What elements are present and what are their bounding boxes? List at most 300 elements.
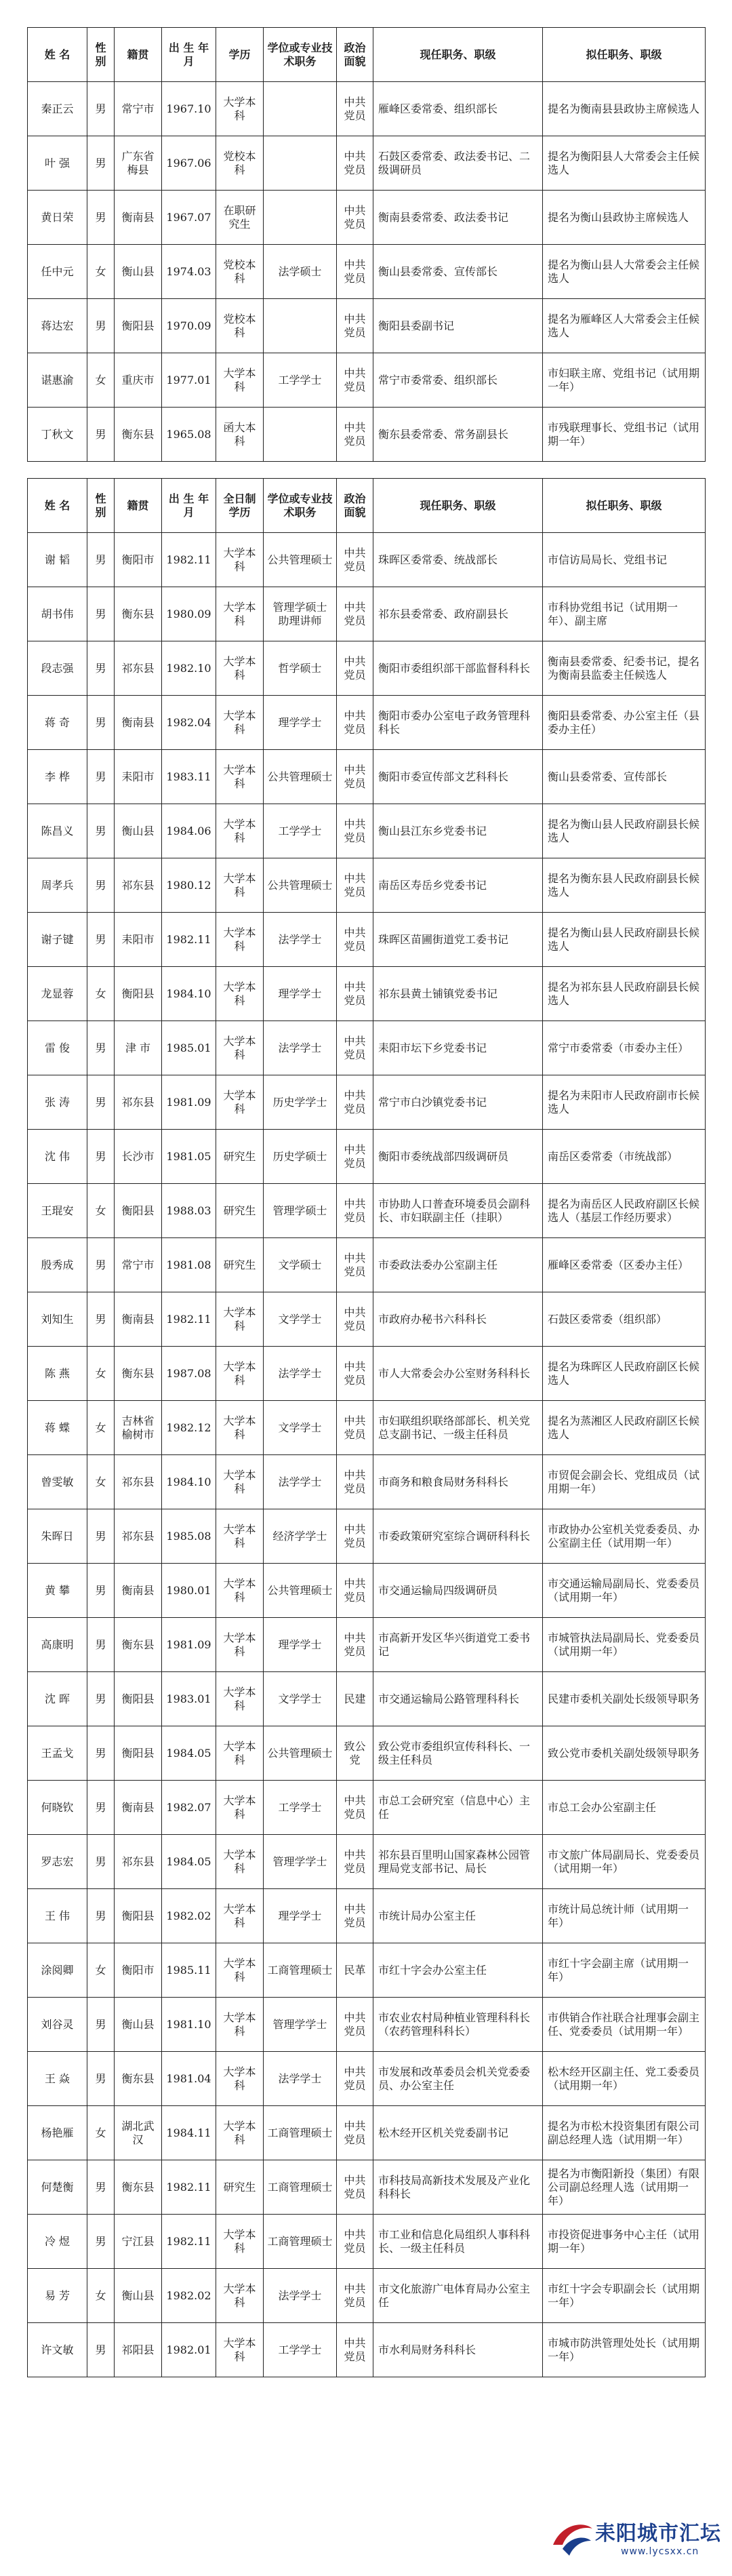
- political-cell: 中共党员: [337, 804, 373, 858]
- table-row: [28, 1618, 706, 1672]
- watermark-brand: 耒阳城市汇坛: [595, 2522, 721, 2545]
- header-current-post: 现任职务、职级: [373, 28, 543, 82]
- degree-cell: 理学学士: [264, 1618, 337, 1672]
- proposed-post-cell: 提名为衡阳县人大常委会主任候选人: [543, 136, 706, 191]
- current-post-cell: 市总工会研究室（信息中心）主任: [373, 1781, 543, 1835]
- birth-cell: 1982.07: [162, 1781, 216, 1835]
- political-cell: 中共党员: [337, 1130, 373, 1184]
- origin-cell: 衡南县: [115, 191, 162, 245]
- current-post-cell: 松木经开区机关党委副书记: [373, 2106, 543, 2160]
- degree-cell: 法学学士: [264, 1455, 337, 1509]
- origin-cell: 祁东县: [115, 641, 162, 696]
- gender-cell: 男: [87, 804, 115, 858]
- origin-cell: 衡阳市: [115, 1943, 162, 1998]
- gender-cell: 男: [87, 2323, 115, 2377]
- education-cell: 党校本科: [216, 245, 264, 299]
- name-cell: 蒋达宏: [28, 299, 87, 353]
- degree-cell: 工商管理硕士: [264, 2160, 337, 2215]
- birth-cell: 1967.06: [162, 136, 216, 191]
- table-1-header-row: [28, 28, 706, 82]
- birth-cell: 1980.09: [162, 587, 216, 641]
- degree-cell: 法学学士: [264, 1347, 337, 1401]
- gender-cell: 男: [87, 1618, 115, 1672]
- name-cell: 叶 强: [28, 136, 87, 191]
- current-post-cell: 衡南县委常委、政法委书记: [373, 191, 543, 245]
- education-cell: 大学本科: [216, 858, 264, 913]
- education-cell: 大学本科: [216, 2269, 264, 2323]
- political-cell: 中共党员: [337, 1347, 373, 1401]
- origin-cell: 宁江县: [115, 2215, 162, 2269]
- table-row: [28, 1509, 706, 1564]
- current-post-cell: 衡山县江东乡党委书记: [373, 804, 543, 858]
- education-cell: 大学本科: [216, 2323, 264, 2377]
- education-cell: 大学本科: [216, 1075, 264, 1130]
- origin-cell: 衡山县: [115, 245, 162, 299]
- political-cell: 中共党员: [337, 1021, 373, 1075]
- table-row: [28, 533, 706, 587]
- political-cell: 中共党员: [337, 641, 373, 696]
- education-cell: 大学本科: [216, 913, 264, 967]
- header-origin: 籍贯: [115, 28, 162, 82]
- origin-cell: 衡阳县: [115, 967, 162, 1021]
- birth-cell: 1970.09: [162, 299, 216, 353]
- proposed-post-cell: 市信访局局长、党组书记: [543, 533, 706, 587]
- table-row: [28, 1347, 706, 1401]
- gender-cell: 女: [87, 1401, 115, 1455]
- birth-cell: 1982.11: [162, 2215, 216, 2269]
- table-row: [28, 1021, 706, 1075]
- origin-cell: 衡东县: [115, 587, 162, 641]
- name-cell: 段志强: [28, 641, 87, 696]
- table-row: [28, 967, 706, 1021]
- name-cell: 何楚衡: [28, 2160, 87, 2215]
- table-row: [28, 696, 706, 750]
- proposed-post-cell: 衡阳县委常委、办公室主任（县委办主任）: [543, 696, 706, 750]
- proposed-post-cell: 提名为衡南县县政协主席候选人: [543, 82, 706, 136]
- education-cell: 大学本科: [216, 1726, 264, 1781]
- education-cell: 大学本科: [216, 696, 264, 750]
- gender-cell: 男: [87, 533, 115, 587]
- table-row: [28, 1835, 706, 1889]
- table-row: [28, 1726, 706, 1781]
- gender-cell: 男: [87, 696, 115, 750]
- birth-cell: 1974.03: [162, 245, 216, 299]
- political-cell: 中共党员: [337, 1075, 373, 1130]
- education-cell: 大学本科: [216, 1672, 264, 1726]
- origin-cell: 祁东县: [115, 1509, 162, 1564]
- education-cell: 大学本科: [216, 750, 264, 804]
- current-post-cell: 衡阳市委宣传部文艺科科长: [373, 750, 543, 804]
- current-post-cell: 市水利局财务科科长: [373, 2323, 543, 2377]
- gender-cell: 男: [87, 408, 115, 462]
- header-fulltime-education: 全日制学历: [216, 479, 264, 533]
- birth-cell: 1982.12: [162, 1401, 216, 1455]
- degree-cell: [264, 136, 337, 191]
- header-gender: 性别: [87, 479, 115, 533]
- political-cell: 中共党员: [337, 2052, 373, 2106]
- degree-cell: 工学学士: [264, 804, 337, 858]
- degree-cell: 哲学硕士: [264, 641, 337, 696]
- name-cell: 杨艳雁: [28, 2106, 87, 2160]
- name-cell: 丁秋文: [28, 408, 87, 462]
- birth-cell: 1981.08: [162, 1238, 216, 1292]
- education-cell: 大学本科: [216, 1781, 264, 1835]
- political-cell: 中共党员: [337, 1835, 373, 1889]
- table-row: [28, 2160, 706, 2215]
- proposed-post-cell: 提名为雁峰区人大常委会主任候选人: [543, 299, 706, 353]
- gender-cell: 女: [87, 1347, 115, 1401]
- current-post-cell: 市委政法委办公室副主任: [373, 1238, 543, 1292]
- gender-cell: 男: [87, 82, 115, 136]
- proposed-post-cell: 提名为耒阳市人民政府副市长候选人: [543, 1075, 706, 1130]
- name-cell: 蒋 蝶: [28, 1401, 87, 1455]
- proposed-post-cell: 市贸促会副会长、党组成员（试用期一年）: [543, 1455, 706, 1509]
- origin-cell: 长沙市: [115, 1130, 162, 1184]
- origin-cell: 衡阳县: [115, 1184, 162, 1238]
- birth-cell: 1982.11: [162, 1292, 216, 1347]
- birth-cell: 1981.05: [162, 1130, 216, 1184]
- degree-cell: 工学学士: [264, 1781, 337, 1835]
- table-row: [28, 408, 706, 462]
- gender-cell: 女: [87, 1455, 115, 1509]
- name-cell: 蒋 奇: [28, 696, 87, 750]
- current-post-cell: 常宁市委常委、组织部长: [373, 353, 543, 408]
- table-row: [28, 1401, 706, 1455]
- table-row: [28, 82, 706, 136]
- name-cell: 黄 攀: [28, 1564, 87, 1618]
- current-post-cell: 祁东县黄土铺镇党委书记: [373, 967, 543, 1021]
- appointment-table-1: [27, 27, 706, 462]
- political-cell: 民革: [337, 1943, 373, 1998]
- header-education: 学历: [216, 28, 264, 82]
- name-cell: 刘知生: [28, 1292, 87, 1347]
- table-row: [28, 1564, 706, 1618]
- proposed-post-cell: 民建市委机关副处长级领导职务: [543, 1672, 706, 1726]
- gender-cell: 男: [87, 641, 115, 696]
- education-cell: 大学本科: [216, 1835, 264, 1889]
- political-cell: 致公党: [337, 1726, 373, 1781]
- origin-cell: 衡南县: [115, 696, 162, 750]
- degree-cell: 法学学士: [264, 913, 337, 967]
- proposed-post-cell: 市交通运输局副局长、党委委员（试用期一年）: [543, 1564, 706, 1618]
- origin-cell: 衡阳县: [115, 1889, 162, 1943]
- origin-cell: 衡东县: [115, 1618, 162, 1672]
- political-cell: 中共党员: [337, 858, 373, 913]
- name-cell: 殷秀成: [28, 1238, 87, 1292]
- education-cell: 大学本科: [216, 1455, 264, 1509]
- name-cell: 曾雯敏: [28, 1455, 87, 1509]
- birth-cell: 1984.10: [162, 1455, 216, 1509]
- name-cell: 张 涛: [28, 1075, 87, 1130]
- political-cell: 中共党员: [337, 353, 373, 408]
- birth-cell: 1980.01: [162, 1564, 216, 1618]
- degree-cell: 管理学硕士: [264, 1184, 337, 1238]
- origin-cell: 衡阳县: [115, 299, 162, 353]
- origin-cell: 祁东县: [115, 1455, 162, 1509]
- proposed-post-cell: 提名为珠晖区人民政府副区长候选人: [543, 1347, 706, 1401]
- education-cell: 大学本科: [216, 1509, 264, 1564]
- degree-cell: 公共管理硕士: [264, 1726, 337, 1781]
- gender-cell: 男: [87, 1075, 115, 1130]
- gender-cell: 男: [87, 2052, 115, 2106]
- table-row: [28, 2269, 706, 2323]
- degree-cell: 理学学士: [264, 696, 337, 750]
- education-cell: 大学本科: [216, 1618, 264, 1672]
- degree-cell: 管理学硕士 助理讲师: [264, 587, 337, 641]
- name-cell: 谢子键: [28, 913, 87, 967]
- gender-cell: 男: [87, 750, 115, 804]
- political-cell: 中共党员: [337, 245, 373, 299]
- birth-cell: 1988.03: [162, 1184, 216, 1238]
- political-cell: 中共党员: [337, 750, 373, 804]
- origin-cell: 祁东县: [115, 1075, 162, 1130]
- proposed-post-cell: 提名为蒸湘区人民政府副区长候选人: [543, 1401, 706, 1455]
- proposed-post-cell: 石鼓区委常委（组织部）: [543, 1292, 706, 1347]
- header-origin: 籍贯: [115, 479, 162, 533]
- origin-cell: 津 市: [115, 1021, 162, 1075]
- origin-cell: 衡南县: [115, 1564, 162, 1618]
- table-row: [28, 804, 706, 858]
- origin-cell: 衡东县: [115, 2052, 162, 2106]
- degree-cell: 文学学士: [264, 1292, 337, 1347]
- political-cell: 中共党员: [337, 1184, 373, 1238]
- origin-cell: 吉林省榆树市: [115, 1401, 162, 1455]
- birth-cell: 1984.05: [162, 1835, 216, 1889]
- name-cell: 龙显蓉: [28, 967, 87, 1021]
- origin-cell: 衡南县: [115, 1292, 162, 1347]
- proposed-post-cell: 市红十字会副主席（试用期一年）: [543, 1943, 706, 1998]
- degree-cell: 管理学学士: [264, 1998, 337, 2052]
- birth-cell: 1977.01: [162, 353, 216, 408]
- birth-cell: 1985.01: [162, 1021, 216, 1075]
- gender-cell: 男: [87, 1021, 115, 1075]
- proposed-post-cell: 市总工会办公室副主任: [543, 1781, 706, 1835]
- current-post-cell: 石鼓区委常委、政法委书记、二级调研员: [373, 136, 543, 191]
- proposed-post-cell: 市残联理事长、党组书记（试用期一年）: [543, 408, 706, 462]
- degree-cell: 工学学士: [264, 2323, 337, 2377]
- birth-cell: 1982.04: [162, 696, 216, 750]
- education-cell: 研究生: [216, 1184, 264, 1238]
- gender-cell: 女: [87, 2269, 115, 2323]
- name-cell: 罗志宏: [28, 1835, 87, 1889]
- proposed-post-cell: 市红十字会专职副会长（试用期一年）: [543, 2269, 706, 2323]
- proposed-post-cell: 提名为市衡阳新投（集团）有限公司副总经理人选（试用期一年）: [543, 2160, 706, 2215]
- education-cell: 在职研究生: [216, 191, 264, 245]
- proposed-post-cell: 市城管执法局副局长、党委委员（试用期一年）: [543, 1618, 706, 1672]
- degree-cell: 管理学学士: [264, 1835, 337, 1889]
- header-gender: 性别: [87, 28, 115, 82]
- degree-cell: 法学学士: [264, 2269, 337, 2323]
- table-row: [28, 587, 706, 641]
- origin-cell: 祁东县: [115, 1835, 162, 1889]
- header-degree: 学位或专业技术职务: [264, 28, 337, 82]
- political-cell: 中共党员: [337, 533, 373, 587]
- birth-cell: 1985.11: [162, 1943, 216, 1998]
- birth-cell: 1985.08: [162, 1509, 216, 1564]
- political-cell: 中共党员: [337, 1509, 373, 1564]
- current-post-cell: 耒阳市坛下乡党委书记: [373, 1021, 543, 1075]
- header-proposed-post: 拟任职务、职级: [543, 479, 706, 533]
- gender-cell: 男: [87, 1998, 115, 2052]
- proposed-post-cell: 松木经开区副主任、党工委委员（试用期一年）: [543, 2052, 706, 2106]
- name-cell: 沈 伟: [28, 1130, 87, 1184]
- education-cell: 党校本科: [216, 136, 264, 191]
- current-post-cell: 雁峰区委常委、组织部长: [373, 82, 543, 136]
- origin-cell: 衡阳县: [115, 1672, 162, 1726]
- current-post-cell: 珠晖区委常委、统战部长: [373, 533, 543, 587]
- birth-cell: 1982.02: [162, 2269, 216, 2323]
- education-cell: 函大本科: [216, 408, 264, 462]
- gender-cell: 男: [87, 1292, 115, 1347]
- current-post-cell: 市发展和改革委员会机关党委委员、办公室主任: [373, 2052, 543, 2106]
- education-cell: 大学本科: [216, 804, 264, 858]
- current-post-cell: 衡山县委常委、宣传部长: [373, 245, 543, 299]
- current-post-cell: 常宁市白沙镇党委书记: [373, 1075, 543, 1130]
- degree-cell: 公共管理硕士: [264, 858, 337, 913]
- degree-cell: 历史学硕士: [264, 1130, 337, 1184]
- gender-cell: 男: [87, 136, 115, 191]
- gender-cell: 女: [87, 967, 115, 1021]
- origin-cell: 衡东县: [115, 2160, 162, 2215]
- table-gap: [27, 462, 705, 478]
- header-current-post: 现任职务、职级: [373, 479, 543, 533]
- name-cell: 沈 晖: [28, 1672, 87, 1726]
- political-cell: 中共党员: [337, 136, 373, 191]
- name-cell: 秦正云: [28, 82, 87, 136]
- name-cell: 王 焱: [28, 2052, 87, 2106]
- education-cell: 大学本科: [216, 1564, 264, 1618]
- degree-cell: 文学硕士: [264, 1238, 337, 1292]
- education-cell: 大学本科: [216, 1998, 264, 2052]
- gender-cell: 男: [87, 1726, 115, 1781]
- table-row: [28, 2106, 706, 2160]
- name-cell: 高康明: [28, 1618, 87, 1672]
- table-row: [28, 1075, 706, 1130]
- gender-cell: 男: [87, 913, 115, 967]
- gender-cell: 女: [87, 2106, 115, 2160]
- header-name: 姓 名: [28, 28, 87, 82]
- proposed-post-cell: 市城市防洪管理处处长（试用期一年）: [543, 2323, 706, 2377]
- birth-cell: 1981.09: [162, 1075, 216, 1130]
- education-cell: 大学本科: [216, 1401, 264, 1455]
- name-cell: 黄日荣: [28, 191, 87, 245]
- current-post-cell: 市妇联组织联络部部长、机关党总支副书记、一级主任科员: [373, 1401, 543, 1455]
- swoosh-logo-icon: [548, 2515, 596, 2564]
- table-row: [28, 1889, 706, 1943]
- name-cell: 谢 韬: [28, 533, 87, 587]
- proposed-post-cell: 提名为祁东县人民政府副县长候选人: [543, 967, 706, 1021]
- name-cell: 刘谷灵: [28, 1998, 87, 2052]
- name-cell: 周孝兵: [28, 858, 87, 913]
- gender-cell: 女: [87, 353, 115, 408]
- origin-cell: 广东省梅县: [115, 136, 162, 191]
- header-degree: 学位或专业技术职务: [264, 479, 337, 533]
- education-cell: 大学本科: [216, 2106, 264, 2160]
- degree-cell: 公共管理硕士: [264, 533, 337, 587]
- header-political: 政治面貌: [337, 28, 373, 82]
- current-post-cell: 市文化旅游广电体育局办公室主任: [373, 2269, 543, 2323]
- proposed-post-cell: 市妇联主席、党组书记（试用期一年）: [543, 353, 706, 408]
- birth-cell: 1982.10: [162, 641, 216, 696]
- birth-cell: 1982.02: [162, 1889, 216, 1943]
- name-cell: 冷 煜: [28, 2215, 87, 2269]
- degree-cell: 历史学学士: [264, 1075, 337, 1130]
- education-cell: 大学本科: [216, 587, 264, 641]
- current-post-cell: 市商务和粮食局财务科科长: [373, 1455, 543, 1509]
- origin-cell: 祁阳县: [115, 2323, 162, 2377]
- education-cell: 大学本科: [216, 82, 264, 136]
- education-cell: 大学本科: [216, 1889, 264, 1943]
- political-cell: 中共党员: [337, 967, 373, 1021]
- birth-cell: 1983.11: [162, 750, 216, 804]
- education-cell: 大学本科: [216, 641, 264, 696]
- origin-cell: 常宁市: [115, 82, 162, 136]
- current-post-cell: 衡东县委常委、常务副县长: [373, 408, 543, 462]
- current-post-cell: 致公党市委组织宣传科科长、一级主任科员: [373, 1726, 543, 1781]
- political-cell: 中共党员: [337, 2323, 373, 2377]
- current-post-cell: 市交通运输局公路管理科科长: [373, 1672, 543, 1726]
- current-post-cell: 市红十字会办公室主任: [373, 1943, 543, 1998]
- education-cell: 大学本科: [216, 2052, 264, 2106]
- political-cell: 中共党员: [337, 2215, 373, 2269]
- origin-cell: 耒阳市: [115, 913, 162, 967]
- proposed-post-cell: 常宁市委常委（市委办主任）: [543, 1021, 706, 1075]
- birth-cell: 1984.10: [162, 967, 216, 1021]
- origin-cell: 衡南县: [115, 1781, 162, 1835]
- table-row: [28, 1998, 706, 2052]
- gender-cell: 男: [87, 587, 115, 641]
- table-row: [28, 299, 706, 353]
- table-2-body: [28, 533, 706, 2377]
- origin-cell: 祁东县: [115, 858, 162, 913]
- proposed-post-cell: 衡山县委常委、宣传部长: [543, 750, 706, 804]
- gender-cell: 女: [87, 1184, 115, 1238]
- current-post-cell: 衡阳县委副书记: [373, 299, 543, 353]
- name-cell: 许文敏: [28, 2323, 87, 2377]
- table-row: [28, 1672, 706, 1726]
- site-watermark-logo: [548, 2510, 721, 2569]
- birth-cell: 1980.12: [162, 858, 216, 913]
- political-cell: 中共党员: [337, 1401, 373, 1455]
- name-cell: 朱晖日: [28, 1509, 87, 1564]
- gender-cell: 男: [87, 1835, 115, 1889]
- table-2-header-row: [28, 479, 706, 533]
- table-row: [28, 2052, 706, 2106]
- political-cell: 中共党员: [337, 1455, 373, 1509]
- table-row: [28, 1292, 706, 1347]
- education-cell: 大学本科: [216, 1021, 264, 1075]
- political-cell: 中共党员: [337, 191, 373, 245]
- political-cell: 中共党员: [337, 1238, 373, 1292]
- current-post-cell: 市农业农村局种植业管理科科长（农药管理科科长）: [373, 1998, 543, 2052]
- proposed-post-cell: 提名为衡东县人民政府副县长候选人: [543, 858, 706, 913]
- political-cell: 中共党员: [337, 299, 373, 353]
- name-cell: 何晓钦: [28, 1781, 87, 1835]
- birth-cell: 1983.01: [162, 1672, 216, 1726]
- political-cell: 中共党员: [337, 1998, 373, 2052]
- header-birth: 出 生 年 月: [162, 479, 216, 533]
- birth-cell: 1984.11: [162, 2106, 216, 2160]
- education-cell: 大学本科: [216, 1943, 264, 1998]
- gender-cell: 男: [87, 1238, 115, 1292]
- proposed-post-cell: 市统计局总统计师（试用期一年）: [543, 1889, 706, 1943]
- current-post-cell: 南岳区寿岳乡党委书记: [373, 858, 543, 913]
- name-cell: 任中元: [28, 245, 87, 299]
- proposed-post-cell: 提名为衡山县政协主席候选人: [543, 191, 706, 245]
- current-post-cell: 市统计局办公室主任: [373, 1889, 543, 1943]
- name-cell: 陈 燕: [28, 1347, 87, 1401]
- education-cell: 大学本科: [216, 967, 264, 1021]
